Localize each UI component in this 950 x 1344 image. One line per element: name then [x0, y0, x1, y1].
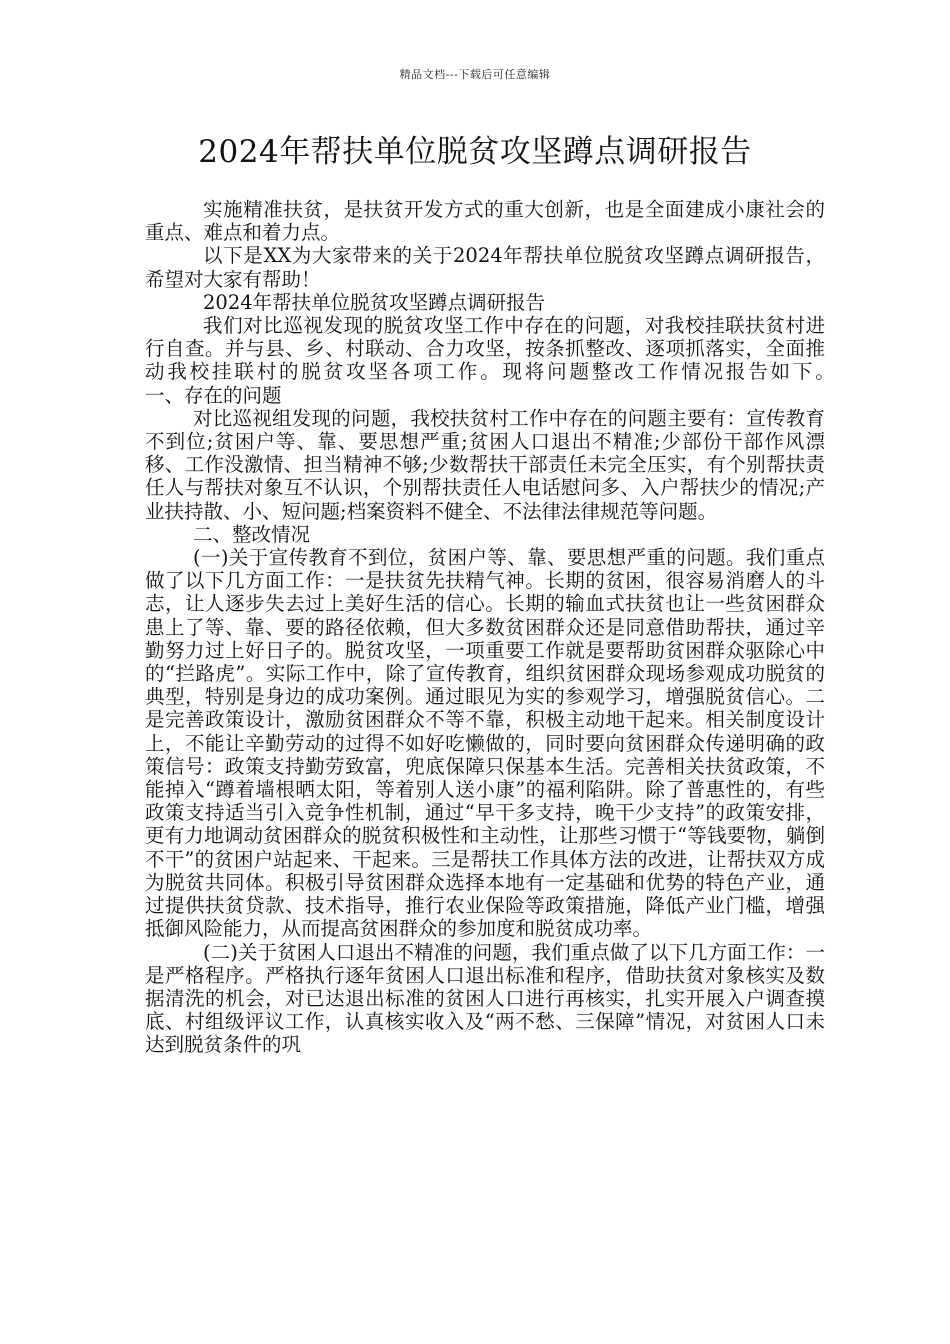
section-heading-rectification: 二、整改情况 — [193, 522, 311, 546]
header-note: 精品文档---下载后可任意编辑 — [399, 68, 551, 81]
document-title: 2024年帮扶单位脱贫攻坚蹲点调研报告 — [198, 134, 752, 170]
paragraph-rectification-1: (一)关于宣传教育不到位，贫困户等、靠、要思想严重的问题。我们重点做了以下几方面工作：一是扶贫先扶精气神。长期的贫困，很容易消磨人的斗志，让人逐步失去过上美好生活的信心。长期的输血式扶贫也让一些贫困群众患上了等、靠、要的路径依赖，但大多数贫困群众还是同意借助帮扶，通过辛勤努力过上好日子的。脱贫攻坚，一项重要工作就是要帮助贫困群众驱除心中的“拦路虎”。实际工作中，除了宣传教育，组织贫困群众现场参观成功脱贫的典型，特别是身边的成功案例。通过眼见为实的参观学习，增强脱贫信心。二是完善政策设计，激励贫困群众不等不靠，积极主动地干起来。相关制度设计上，不能让辛勤劳动的过得不如好吃懒做的，同时要向贫困群众传递明确的政策信号：政策支持勤劳致富，兜底保障只保基本生活。完善相关扶贫政策，不能掉入“蹲着墙根晒太阳，等着别人送小康”的福利陷阱。除了普惠性的，有些政策支持适当引入竞争性机制，通过“早干多支持，晚干少支持”的政策安排，更有力地调动贫困群众的脱贫积极性和主动性，让那些习惯于“等钱要物，躺倒不干”的贫困户站起来、干起来。三是帮扶工作具体方法的改进，让帮扶双方成为脱贫共同体。积极引导贫困群众选择本地有一定基础和优势的特色产业，通过提供扶贫贷款、技术指导，推行农业保险等政策措施，降低产业门槛，增强抵御风险能力，从而提高贫困群众的参加度和脱贫成功率。 — [145, 546, 825, 941]
paragraph-subtitle: 2024年帮扶单位脱贫攻坚蹲点调研报告 — [203, 290, 546, 314]
document-body — [145, 198, 943, 1057]
paragraph-lead: 以下是XX为大家带来的关于2024年帮扶单位脱贫攻坚蹲点调研报告，希望对大家有帮助！ — [145, 244, 825, 291]
paragraph-problems: 对比巡视组发现的问题，我校扶贫村工作中存在的问题主要有：宣传教育不到位;贫困户等、靠、要思想严重;贫困人口退出不精准;少部份干部作风漂移、工作没激情、担当精神不够;少数帮扶干部责任未完全压实，有个别帮扶责任人与帮扶对象互不认识，个别帮扶责任人电话慰问多、入户帮扶少的情况;产业扶持散、小、短问题;档案资料不健全、不法律法律规范等问题。 — [145, 406, 825, 523]
paragraph-rectification-2: (二)关于贫困人口退出不精准的问题，我们重点做了以下几方面工作：一是严格程序。严格执行逐年贫困人口退出标准和程序，借助扶贫对象核实及数据清洗的机会，对已达退出标准的贫困人口进行再核实，扎实开展入户调查摸底、村组级评议工作，认真核实收入及“两不愁、三保障”情况，对贫困人口未达到脱贫条件的巩 — [145, 940, 825, 1057]
paragraph-intro: 实施精准扶贫，是扶贫开发方式的重大创新，也是全面建成小康社会的重点、难点和着力点。 — [145, 198, 825, 245]
paragraph-self-check: 我们对比巡视发现的脱贫攻坚工作中存在的问题，对我校挂联扶贫村进行自查。并与县、乡、村联动、合力攻坚，按条抓整改、逐项抓落实，全面推动我校挂联村的脱贫攻坚各项工作。现将问题整改工作情况报告如下。 一、存在的问题 — [145, 314, 943, 407]
